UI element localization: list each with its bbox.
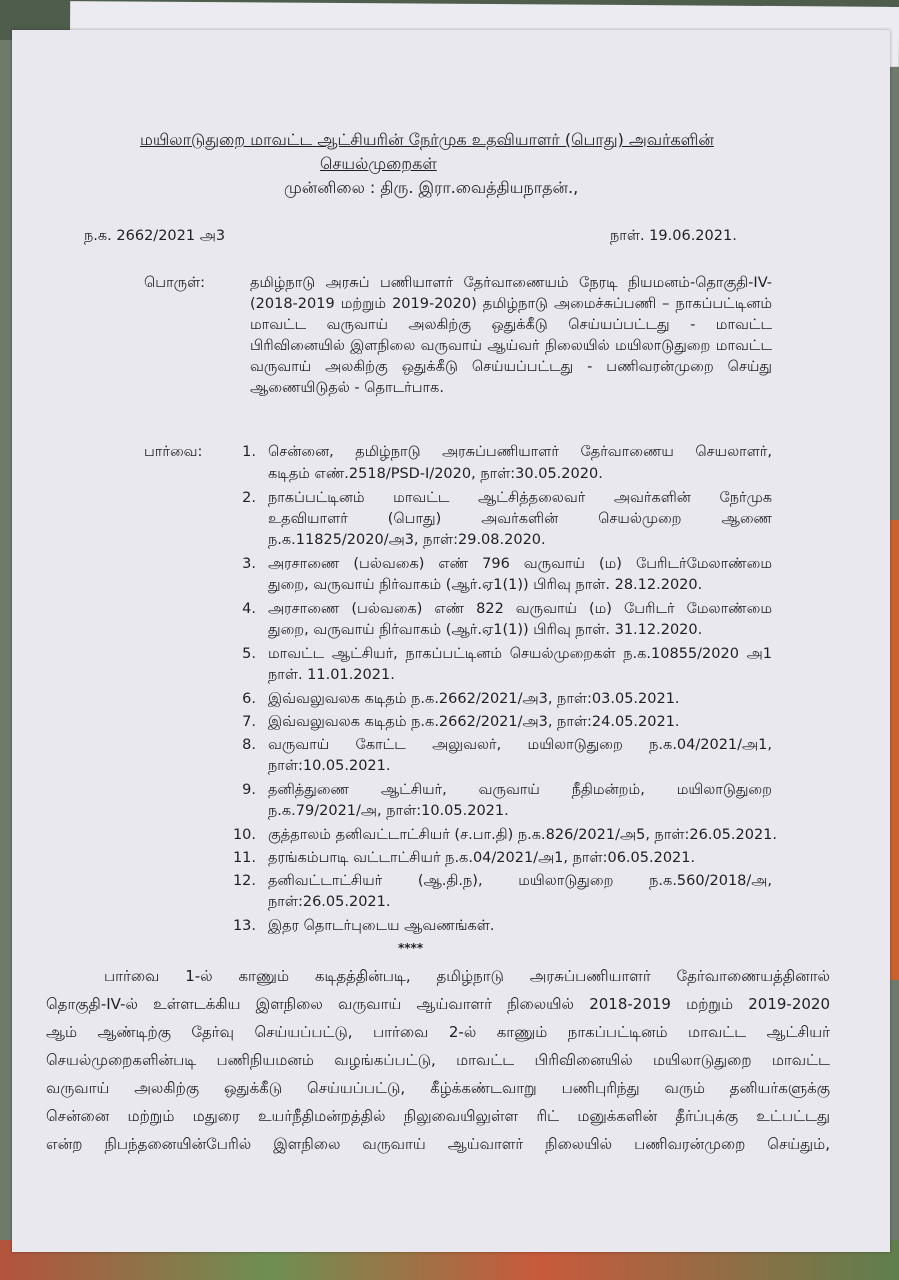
- reference-item-text: நாள்:10.05.2021.: [268, 758, 391, 774]
- reference-item-text: தனிவட்டாட்சியர் (ஆ.தி.ந), மயிலாடுதுறை ந.க.560/2018/அ,: [268, 873, 772, 889]
- reference-item-number: 11.: [232, 850, 256, 866]
- body-line: செயல்முறைகளின்படி பணிநியமனம் வழங்கப்பட்டு, மாவட்ட பிரிவினையில் மயிலாடுதுறை மாவட்ட: [46, 1051, 830, 1069]
- reference-item-text: அரசாணை (பல்வகை) எண் 822 வருவாய் (ம) பேரிடர் மேலாண்மை: [268, 601, 772, 617]
- reference-item-number: 2.: [242, 490, 256, 506]
- reference-item-text: நாகப்பட்டினம் மாவட்ட ஆட்சித்தலைவர் அவர்களின் நேர்முக: [268, 490, 772, 506]
- body-line: ஆம் ஆண்டிற்கு தேர்வு செய்யப்பட்டு, பார்வை 2-ல் காணும் நாகப்பட்டினம் மாவட்ட ஆட்சியர்: [46, 1023, 830, 1041]
- reference-item-text: வருவாய் கோட்ட அலுவலர், மயிலாடுதுறை ந.க.04/2021/அ1,: [268, 737, 772, 753]
- reference-item-text: நாள்:26.05.2021.: [268, 894, 391, 910]
- subject-line: ஆணையிடுதல் - தொடர்பாக.: [250, 380, 444, 396]
- header-title: மயிலாடுதுறை மாவட்ட ஆட்சியரின் நேர்முக உதவியாளர் (பொது) அவர்களின்: [140, 130, 714, 149]
- reference-item-text: இவ்வலுவலக கடிதம் ந.க.2662/2021/அ3, நாள்:24.05.2021.: [268, 714, 680, 730]
- reference-item-text: துறை, வருவாய் நிர்வாகம் (ஆர்.ஏ1(1)) பிரிவு நாள். 28.12.2020.: [268, 577, 703, 593]
- reference-item-number: 6.: [242, 691, 256, 707]
- reference-item-text: தரங்கம்பாடி வட்டாட்சியர் ந.க.04/2021/அ1, நாள்:06.05.2021.: [268, 850, 696, 866]
- reference-item-text: அரசாணை (பல்வகை) எண் 796 வருவாய் (ம) பேரிடர்மேலாண்மை: [268, 556, 772, 572]
- body-line: என்ற நிபந்தனையின்பேரில் இளநிலை வருவாய் ஆய்வாளர் நிலையில் பணிவரன்முறை செய்தும்,: [46, 1135, 830, 1153]
- reference-item-text: உதவியாளர் (பொது) அவர்களின் செயல்முறை ஆணை: [268, 511, 772, 527]
- subject-label: பொருள்:: [144, 275, 206, 291]
- reference-item-text: இதர தொடர்புடைய ஆவணங்கள்.: [268, 918, 495, 934]
- reference-item-text: மாவட்ட ஆட்சியர், நாகப்பட்டினம் செயல்முறைகள் ந.க.10855/2020 அ1: [268, 646, 772, 662]
- body-line: தொகுதி-IV-ல் உள்ளடக்கிய இளநிலை வருவாய் ஆய்வாளர் நிலையில் 2018-2019 மற்றும் 2019-2020: [46, 995, 830, 1013]
- references-label: பார்வை:: [144, 444, 203, 460]
- reference-item-number: 7.: [242, 714, 256, 730]
- reference-item-number: 4.: [242, 601, 256, 617]
- subject-line: மாவட்ட வருவாய் அலகிற்கு ஒதுக்கீடு செய்யப்பட்டது - மாவட்ட: [250, 317, 772, 333]
- reference-item-text: சென்னை, தமிழ்நாடு அரசுப்பணியாளர் தேர்வாணைய செயலாளர்,: [268, 444, 772, 460]
- reference-item-number: 3.: [242, 556, 256, 572]
- reference-item-number: 12.: [232, 873, 256, 889]
- body-line: பார்வை 1-ல் காணும் கடிதத்தின்படி, தமிழ்நாடு அரசுப்பணியாளர் தேர்வாணையத்தினால்: [104, 967, 830, 985]
- reference-item-text: தனித்துணை ஆட்சியர், வருவாய் நீதிமன்றம், மயிலாடுதுறை: [268, 782, 772, 798]
- reference-item-number: 13.: [232, 918, 256, 934]
- subject-line: தமிழ்நாடு அரசுப் பணியாளர் தேர்வாணையம் நேரடி நியமனம்-தொகுதி-IV-: [250, 275, 772, 291]
- document-page: [12, 30, 890, 1252]
- reference-date: நாள். 19.06.2021.: [610, 228, 737, 244]
- reference-item-number: 10.: [232, 827, 256, 843]
- reference-number: ந.க. 2662/2021 அ3: [84, 228, 226, 244]
- header-subtitle: செயல்முறைகள்: [320, 154, 437, 173]
- subject-line: பிரிவினையில் இளநிலை வருவாய் ஆய்வர் நிலையில் மயிலாடுதுறை மாவட்ட: [250, 338, 772, 354]
- reference-item-text: இவ்வலுவலக கடிதம் ந.க.2662/2021/அ3, நாள்:03.05.2021.: [268, 691, 680, 707]
- body-line: வருவாய் அலகிற்கு ஒதுக்கீடு செய்யப்பட்டு, கீழ்க்கண்டவாறு பணிபுரிந்து வரும் தனியர்களுக்கு: [46, 1079, 830, 1097]
- subject-line: (2018-2019 மற்றும் 2019-2020) தமிழ்நாடு அமைச்சுப்பணி – நாகப்பட்டினம்: [250, 296, 772, 312]
- reference-item-number: 1.: [242, 444, 256, 460]
- reference-item-text: கடிதம் எண்.2518/PSD-I/2020, நாள்:30.05.2020.: [268, 466, 603, 482]
- subject-line: வருவாய் அலகிற்கு ஒதுக்கீடு செய்யப்பட்டது - பணிவரன்முறை செய்து: [250, 359, 772, 375]
- reference-item-text: ந.க.11825/2020/அ3, நாள்:29.08.2020.: [268, 532, 546, 548]
- reference-item-number: 8.: [242, 737, 256, 753]
- body-line: சென்னை மற்றும் மதுரை உயர்நீதிமன்றத்தில் நிலுவையிலுள்ள ரிட் மனுக்களின் தீர்ப்புக்கு உட்பட்டது: [46, 1107, 830, 1125]
- reference-item-text: நாள். 11.01.2021.: [268, 667, 395, 683]
- reference-item-number: 5.: [242, 646, 256, 662]
- reference-item-text: குத்தாலம் தனிவட்டாட்சியர் (ச.பா.தி) ந.க.826/2021/அ5, நாள்:26.05.2021.: [268, 827, 778, 843]
- reference-item-text: ந.க.79/2021/அ, நாள்:10.05.2021.: [268, 803, 509, 819]
- header-presiding: முன்னிலை : திரு. இரா.வைத்தியநாதன்.,: [284, 178, 579, 197]
- reference-item-text: துறை, வருவாய் நிர்வாகம் (ஆர்.ஏ1(1)) பிரிவு நாள். 31.12.2020.: [268, 622, 703, 638]
- reference-item-number: 9.: [242, 782, 256, 798]
- section-separator: ****: [398, 941, 424, 955]
